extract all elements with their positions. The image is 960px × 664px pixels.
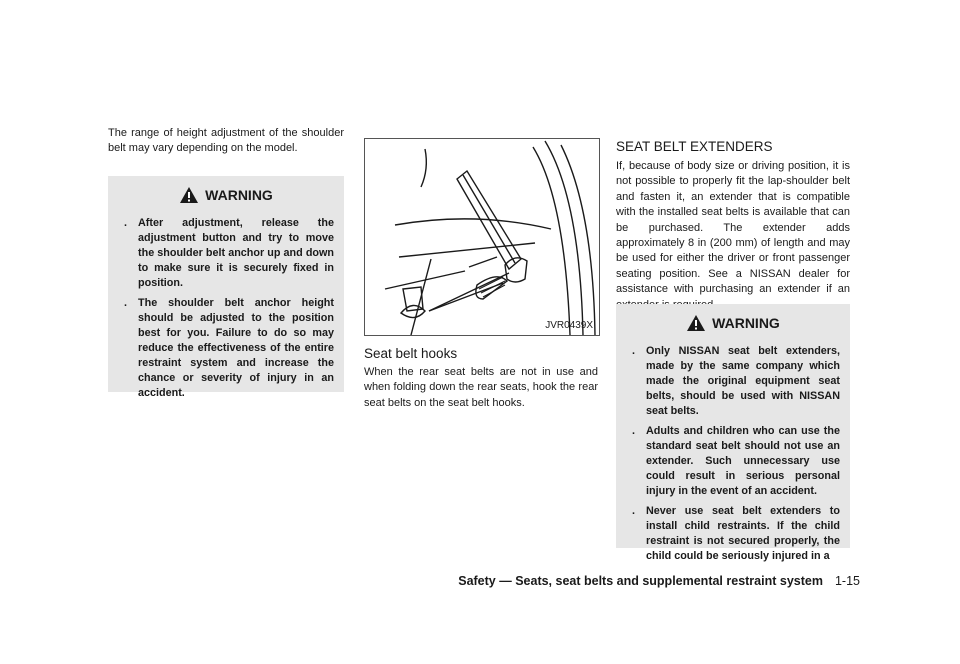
warning-triangle-icon [179, 186, 199, 204]
list-item: . The shoulder belt anchor height should be adjusted to the position best for you. Failure to do so may reduce the effectiveness of the entire restraint system and increase the chance or severity of injury in an accident. [124, 297, 334, 399]
warning-title: WARNING [712, 315, 780, 331]
page-footer [458, 574, 860, 588]
warning-title: WARNING [205, 187, 273, 203]
intro-paragraph: The range of height adjustment of the shoulder belt may vary depending on the model. [108, 127, 344, 155]
seat-belt-extenders-paragraph: If, because of body size or driving position, it is not possible to properly fit the lap-shoulder belt and fasten it, an extender that is compatible with the installed seat belts is available that can be purchased. The extender adds approximately 8 in (200 mm) of length and may be used for either the driver or front passenger seating position. See a NISSAN dealer for assistance with purchasing an extender if an [616, 160, 850, 296]
figure-code: JVR0439X [545, 320, 593, 331]
middle-column [364, 346, 598, 411]
warning-list [624, 344, 840, 564]
list-item: . After adjustment, release the adjustment button and try to move the shoulder belt anchor up and down to make sure it is securely fixed in position. [124, 217, 334, 289]
seat-belt-hooks-paragraph: When the rear seat belts are not in use and when folding down the rear seats, hook the rear seat belts on the seat belt hooks. [364, 366, 598, 409]
page-number: 1-15 [834, 574, 860, 588]
warning-triangle-icon [686, 314, 706, 332]
list-item: . Only NISSAN seat belt extenders, made by the same company which made the original equipment seat belts, should be used with NISSAN seat belts. [632, 345, 840, 417]
seat-belt-hook-illustration [365, 139, 599, 335]
warning-header [616, 314, 850, 332]
section-heading-seat-belt-hooks: Seat belt hooks [364, 346, 458, 361]
warning-header [108, 186, 344, 204]
list-item: . Never use seat belt extenders to install child restraints. If the child restraint is not secured properly, the child could be seriously injured in a [632, 505, 840, 562]
seat-belt-hook-figure [364, 138, 600, 336]
left-column [108, 126, 344, 157]
section-heading-seat-belt-extenders: SEAT BELT EXTENDERS [616, 139, 773, 154]
footer-section-title: Safety — Seats, seat belts and supplemental restraint system [458, 574, 823, 588]
list-item: . Adults and children who can use the standard seat belt should not use an extender. Such unnecessary use could result in serious personal injury in the event of an accident. [632, 425, 840, 497]
warning-list [116, 216, 334, 401]
right-column [616, 139, 850, 313]
warning-box-right [616, 304, 850, 562]
warning-box-left [108, 176, 344, 399]
